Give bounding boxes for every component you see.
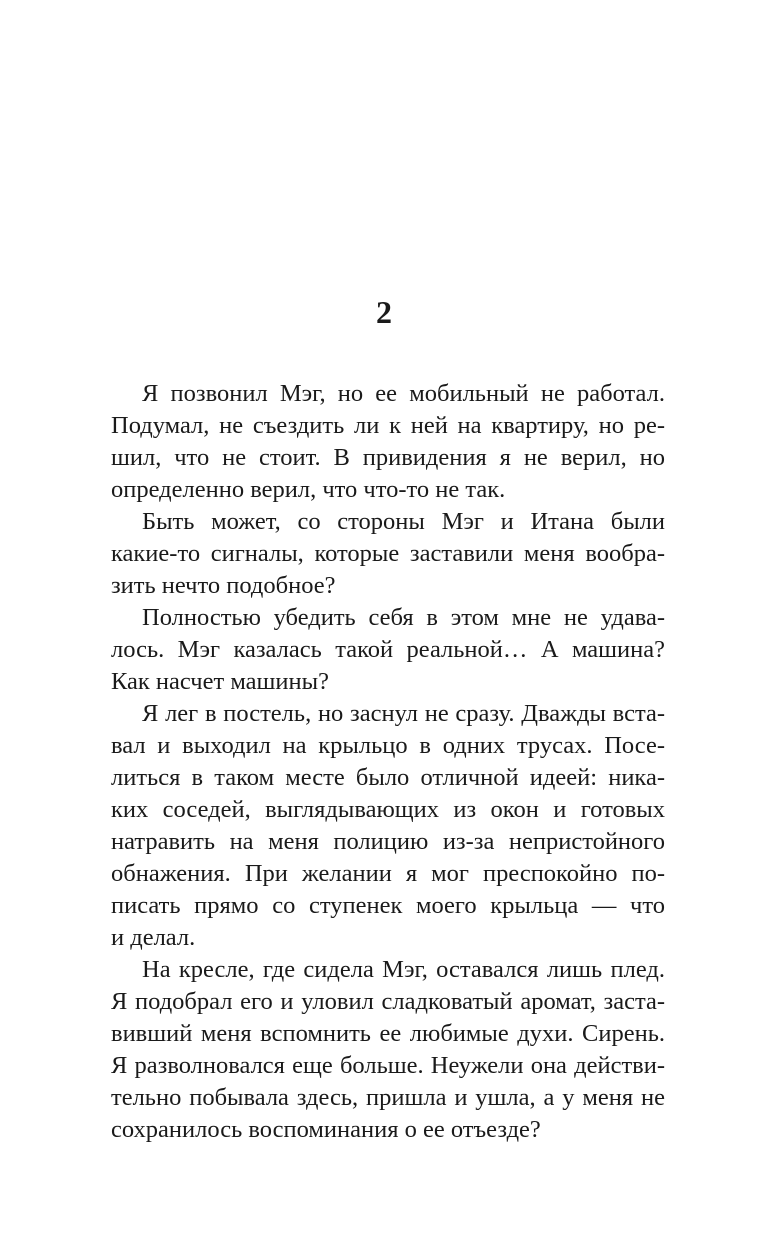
text-line: и делал.: [111, 924, 196, 951]
text-line: литься в таком месте было отличной идеей: ника-: [111, 764, 665, 791]
text-line: тельно побывала здесь, пришла и ушла, а у меня не: [111, 1084, 665, 1111]
text-line: какие-то сигналы, которые заставили меня вообра-: [111, 540, 665, 567]
text-line: Полностью убедить себя в этом мне не удава-: [142, 604, 665, 631]
paragraph: [111, 698, 665, 954]
text-line: натравить на меня полицию из-за непристойного: [111, 828, 665, 855]
text-line: На кресле, где сидела Мэг, оставался лишь плед.: [142, 956, 665, 983]
text-line: Подумал, не съездить ли к ней на квартиру, но ре-: [111, 412, 665, 439]
paragraph: [111, 954, 665, 1146]
text-line: вивший меня вспомнить ее любимые духи. Сирень.: [111, 1020, 665, 1047]
text-line: Быть может, со стороны Мэг и Итана были: [142, 508, 665, 535]
text-line: Я подобрал его и уловил сладковатый аромат, заста-: [111, 988, 665, 1015]
text-line: Как насчет машины?: [111, 668, 329, 695]
text-line: шил, что не стоит. В привидения я не верил, но: [111, 444, 665, 471]
text-line: обнажения. При желании я мог преспокойно по-: [111, 860, 665, 887]
text-line: писать прямо со ступенек моего крыльца — что: [111, 892, 665, 919]
text-line: Я разволновался еще больше. Неужели она действи-: [111, 1052, 665, 1079]
paragraph: [111, 378, 665, 506]
text-line: ких соседей, выглядывающих из окон и готовых: [111, 796, 665, 823]
paragraph: [111, 506, 665, 602]
text-line: зить нечто подобное?: [111, 572, 336, 599]
body-text: [111, 378, 665, 1146]
text-line: лось. Мэг казалась такой реальной… А машина?: [111, 636, 665, 663]
text-line: Я лег в постель, но заснул не сразу. Дважды вста-: [142, 700, 665, 727]
text-line: вал и выходил на крыльцо в одних трусах. Посе-: [111, 732, 665, 759]
text-line: определенно верил, что что-то не так.: [111, 476, 506, 503]
text-line: сохранилось воспоминания о ее отъезде?: [111, 1116, 541, 1143]
chapter-number: 2: [376, 294, 392, 330]
paragraph: [111, 602, 665, 698]
text-line: Я позвонил Мэг, но ее мобильный не работал.: [142, 380, 665, 407]
